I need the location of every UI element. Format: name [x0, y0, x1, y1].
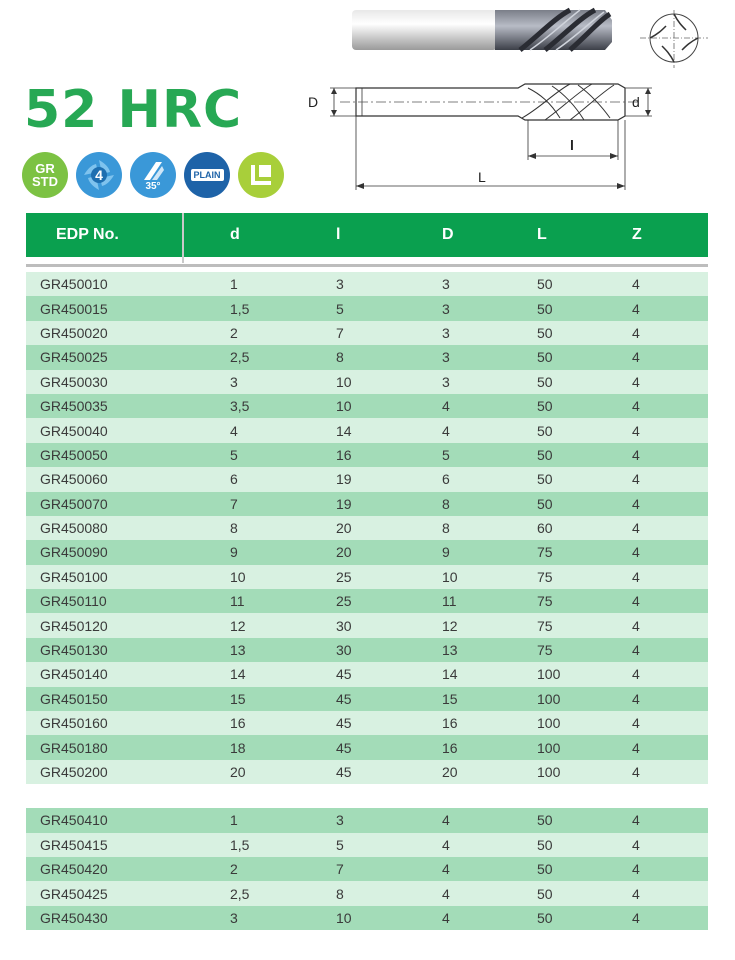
header-divider: [182, 213, 184, 263]
cell-L: 50: [537, 446, 553, 463]
cell-D: 14: [442, 666, 458, 683]
cell-d: 1: [230, 276, 238, 293]
table-row: [26, 906, 708, 930]
header-D: D: [442, 226, 454, 243]
cell-D: 3: [442, 300, 450, 317]
helix-35-badge: [130, 152, 176, 198]
table-row: [26, 735, 708, 759]
cell-d: 2: [230, 324, 238, 341]
cell-D: 16: [442, 715, 458, 732]
cell-edp: GR450410: [40, 812, 108, 829]
cell-L: 75: [537, 544, 553, 561]
cell-L: 50: [537, 812, 553, 829]
cell-D: 4: [442, 861, 450, 878]
cell-l: 25: [336, 568, 352, 585]
table-row: [26, 711, 708, 735]
cell-edp: GR450415: [40, 836, 108, 853]
cell-edp: GR450110: [40, 593, 107, 610]
header-l: l: [336, 226, 341, 243]
cell-Z: 4: [632, 909, 640, 926]
cell-l: 10: [336, 398, 352, 415]
table-header: [26, 213, 708, 257]
cell-L: 75: [537, 617, 553, 634]
cell-d: 3,5: [230, 398, 250, 415]
table-row: [26, 638, 708, 662]
technical-drawing: [300, 78, 660, 198]
cell-edp: GR450100: [40, 568, 108, 585]
helix-angle: 35°: [145, 180, 161, 192]
cell-L: 50: [537, 398, 553, 415]
cell-d: 11: [230, 593, 245, 610]
header-Z: Z: [632, 226, 642, 243]
table-row: [26, 589, 708, 613]
cell-d: 2: [230, 861, 238, 878]
cell-l: 45: [336, 715, 352, 732]
cell-l: 19: [336, 495, 352, 512]
cell-edp: GR450025: [40, 349, 108, 366]
cell-l: 20: [336, 544, 352, 561]
end-view-drawing: [636, 8, 716, 75]
cell-d: 1,5: [230, 300, 250, 317]
cell-l: 8: [336, 885, 344, 902]
cell-D: 4: [442, 398, 450, 415]
flute-count: 4: [95, 166, 103, 183]
cell-D: 20: [442, 764, 458, 780]
cell-Z: 4: [632, 861, 640, 878]
cell-l: 10: [336, 909, 352, 926]
cell-l: 8: [336, 349, 344, 366]
gr-std-badge: [22, 152, 68, 198]
cell-D: 8: [442, 520, 450, 537]
cell-l: 25: [336, 593, 352, 610]
cell-D: 3: [442, 324, 450, 341]
cell-L: 50: [537, 836, 553, 853]
cell-D: 9: [442, 544, 450, 561]
cell-edp: GR450015: [40, 300, 108, 317]
cell-L: 60: [537, 520, 553, 537]
cell-l: 30: [336, 617, 352, 634]
cell-l: 30: [336, 642, 352, 659]
cell-Z: 4: [632, 471, 640, 488]
header-edp: EDP No.: [56, 226, 119, 243]
cell-L: 100: [537, 666, 561, 683]
cell-L: 50: [537, 324, 553, 341]
cell-edp: GR450200: [40, 764, 108, 780]
cell-edp: GR450035: [40, 398, 108, 415]
cell-d: 8: [230, 520, 238, 537]
cell-edp: GR450140: [40, 666, 108, 683]
table-row: [26, 857, 708, 881]
cell-edp: GR450420: [40, 861, 108, 878]
cell-L: 75: [537, 568, 553, 585]
cell-l: 7: [336, 324, 344, 341]
cell-edp: GR450425: [40, 885, 108, 902]
cell-L: 50: [537, 471, 553, 488]
cell-L: 50: [537, 861, 553, 878]
cell-D: 10: [442, 568, 458, 585]
cell-D: 4: [442, 909, 450, 926]
table-row: [26, 565, 708, 589]
cell-Z: 4: [632, 885, 640, 902]
cell-Z: 4: [632, 666, 640, 683]
cell-d: 10: [230, 568, 246, 585]
cell-edp: GR450130: [40, 642, 108, 659]
four-flute-badge: [76, 152, 122, 198]
cell-D: 16: [442, 739, 458, 756]
cell-L: 50: [537, 909, 553, 926]
cell-edp: GR450070: [40, 495, 108, 512]
cell-D: 13: [442, 642, 458, 659]
cell-d: 6: [230, 471, 238, 488]
cell-L: 50: [537, 495, 553, 512]
table-row: [26, 540, 708, 564]
cell-l: 45: [336, 764, 352, 780]
cell-edp: GR450020: [40, 324, 108, 341]
cell-Z: 4: [632, 544, 640, 561]
cell-edp: GR450050: [40, 446, 108, 463]
cell-Z: 4: [632, 764, 640, 780]
cell-edp: GR450040: [40, 422, 108, 439]
cell-D: 8: [442, 495, 450, 512]
cell-Z: 4: [632, 836, 640, 853]
cell-edp: GR450030: [40, 373, 108, 390]
cell-d: 18: [230, 739, 246, 756]
cell-edp: GR450080: [40, 520, 108, 537]
cell-d: 5: [230, 446, 238, 463]
cell-Z: 4: [632, 617, 640, 634]
table-row: [26, 833, 708, 857]
feature-badges: [22, 152, 284, 198]
cell-Z: 4: [632, 300, 640, 317]
square-end-badge: [238, 152, 284, 198]
square-end-icon: [248, 162, 274, 188]
table-row: [26, 370, 708, 394]
cell-Z: 4: [632, 446, 640, 463]
cell-l: 10: [336, 373, 352, 390]
cell-D: 12: [442, 617, 458, 634]
cell-D: 3: [442, 373, 450, 390]
cell-edp: GR450120: [40, 617, 108, 634]
cell-D: 4: [442, 422, 450, 439]
cell-edp: GR450060: [40, 471, 108, 488]
cell-Z: 4: [632, 739, 640, 756]
cell-L: 50: [537, 373, 553, 390]
cell-D: 15: [442, 690, 458, 707]
cell-D: 11: [442, 593, 457, 610]
header-L: L: [537, 226, 547, 243]
table-row: [26, 272, 708, 296]
cell-L: 50: [537, 300, 553, 317]
cell-L: 50: [537, 276, 553, 293]
cell-D: 4: [442, 812, 450, 829]
table-row: [26, 662, 708, 686]
table-row: [26, 516, 708, 540]
cell-Z: 4: [632, 715, 640, 732]
table-row: [26, 321, 708, 345]
cell-d: 12: [230, 617, 246, 634]
cell-Z: 4: [632, 349, 640, 366]
dim-D-label: D: [308, 94, 319, 110]
cell-l: 7: [336, 861, 344, 878]
table-row: [26, 296, 708, 320]
cell-l: 19: [336, 471, 352, 488]
table-row: [26, 467, 708, 491]
cell-d: 14: [230, 666, 246, 683]
end-mill-photo: [350, 4, 620, 61]
cell-l: 45: [336, 666, 352, 683]
table-row: [26, 345, 708, 369]
cell-d: 1,5: [230, 836, 250, 853]
gr-std-line1: GR: [35, 161, 55, 176]
table-row: [26, 760, 708, 784]
cell-l: 45: [336, 690, 352, 707]
cell-edp: GR450150: [40, 690, 108, 707]
cell-l: 14: [336, 422, 352, 439]
plain-label: PLAIN: [191, 169, 224, 181]
cell-edp: GR450430: [40, 909, 108, 926]
cell-L: 75: [537, 593, 553, 610]
page-title: 52 HRC: [24, 80, 243, 140]
cell-Z: 4: [632, 568, 640, 585]
cell-D: 3: [442, 349, 450, 366]
cell-d: 16: [230, 715, 246, 732]
cell-edp: GR450090: [40, 544, 108, 561]
cell-d: 2,5: [230, 885, 250, 902]
cell-L: 100: [537, 764, 561, 780]
table-row: [26, 808, 708, 832]
cell-edp: GR450180: [40, 739, 108, 756]
cell-d: 9: [230, 544, 238, 561]
cell-Z: 4: [632, 324, 640, 341]
dim-L-label: L: [478, 169, 486, 185]
cell-d: 3: [230, 373, 238, 390]
cell-Z: 4: [632, 422, 640, 439]
dim-d-label: d: [632, 94, 640, 110]
cell-d: 1: [230, 812, 238, 829]
cell-l: 16: [336, 446, 352, 463]
table-row: [26, 613, 708, 637]
cell-Z: 4: [632, 398, 640, 415]
cell-d: 4: [230, 422, 238, 439]
cell-L: 50: [537, 885, 553, 902]
table-row: [26, 443, 708, 467]
cell-d: 7: [230, 495, 238, 512]
cell-L: 100: [537, 690, 561, 707]
cell-D: 3: [442, 276, 450, 293]
plain-shank-badge: [184, 152, 230, 198]
cell-edp: GR450160: [40, 715, 108, 732]
header-d: d: [230, 226, 240, 243]
table-row: [26, 492, 708, 516]
cell-Z: 4: [632, 690, 640, 707]
cell-L: 50: [537, 422, 553, 439]
cell-l: 20: [336, 520, 352, 537]
cell-Z: 4: [632, 593, 640, 610]
cell-D: 4: [442, 885, 450, 902]
cell-Z: 4: [632, 520, 640, 537]
table-row: [26, 881, 708, 905]
cell-Z: 4: [632, 642, 640, 659]
table-row: [26, 394, 708, 418]
cell-D: 5: [442, 446, 450, 463]
cell-D: 6: [442, 471, 450, 488]
dim-l-label: l: [570, 137, 574, 153]
table-row: [26, 418, 708, 442]
cell-Z: 4: [632, 495, 640, 512]
cell-l: 45: [336, 739, 352, 756]
cell-L: 75: [537, 642, 553, 659]
cell-d: 15: [230, 690, 246, 707]
cell-edp: GR450010: [40, 276, 108, 293]
cell-l: 3: [336, 276, 344, 293]
cell-L: 50: [537, 349, 553, 366]
cell-d: 20: [230, 764, 246, 780]
table-body-group1: [26, 272, 708, 784]
cell-L: 100: [537, 739, 561, 756]
gr-std-line2: STD: [32, 174, 58, 189]
table-row: [26, 687, 708, 711]
cell-l: 5: [336, 300, 344, 317]
cell-l: 5: [336, 836, 344, 853]
cell-Z: 4: [632, 373, 640, 390]
product-table: [26, 213, 708, 930]
cell-Z: 4: [632, 276, 640, 293]
cell-L: 100: [537, 715, 561, 732]
table-body-group2: [26, 808, 708, 930]
cell-D: 4: [442, 836, 450, 853]
cell-l: 3: [336, 812, 344, 829]
cell-d: 2,5: [230, 349, 250, 366]
cell-Z: 4: [632, 812, 640, 829]
cell-d: 3: [230, 909, 238, 926]
cell-d: 13: [230, 642, 246, 659]
